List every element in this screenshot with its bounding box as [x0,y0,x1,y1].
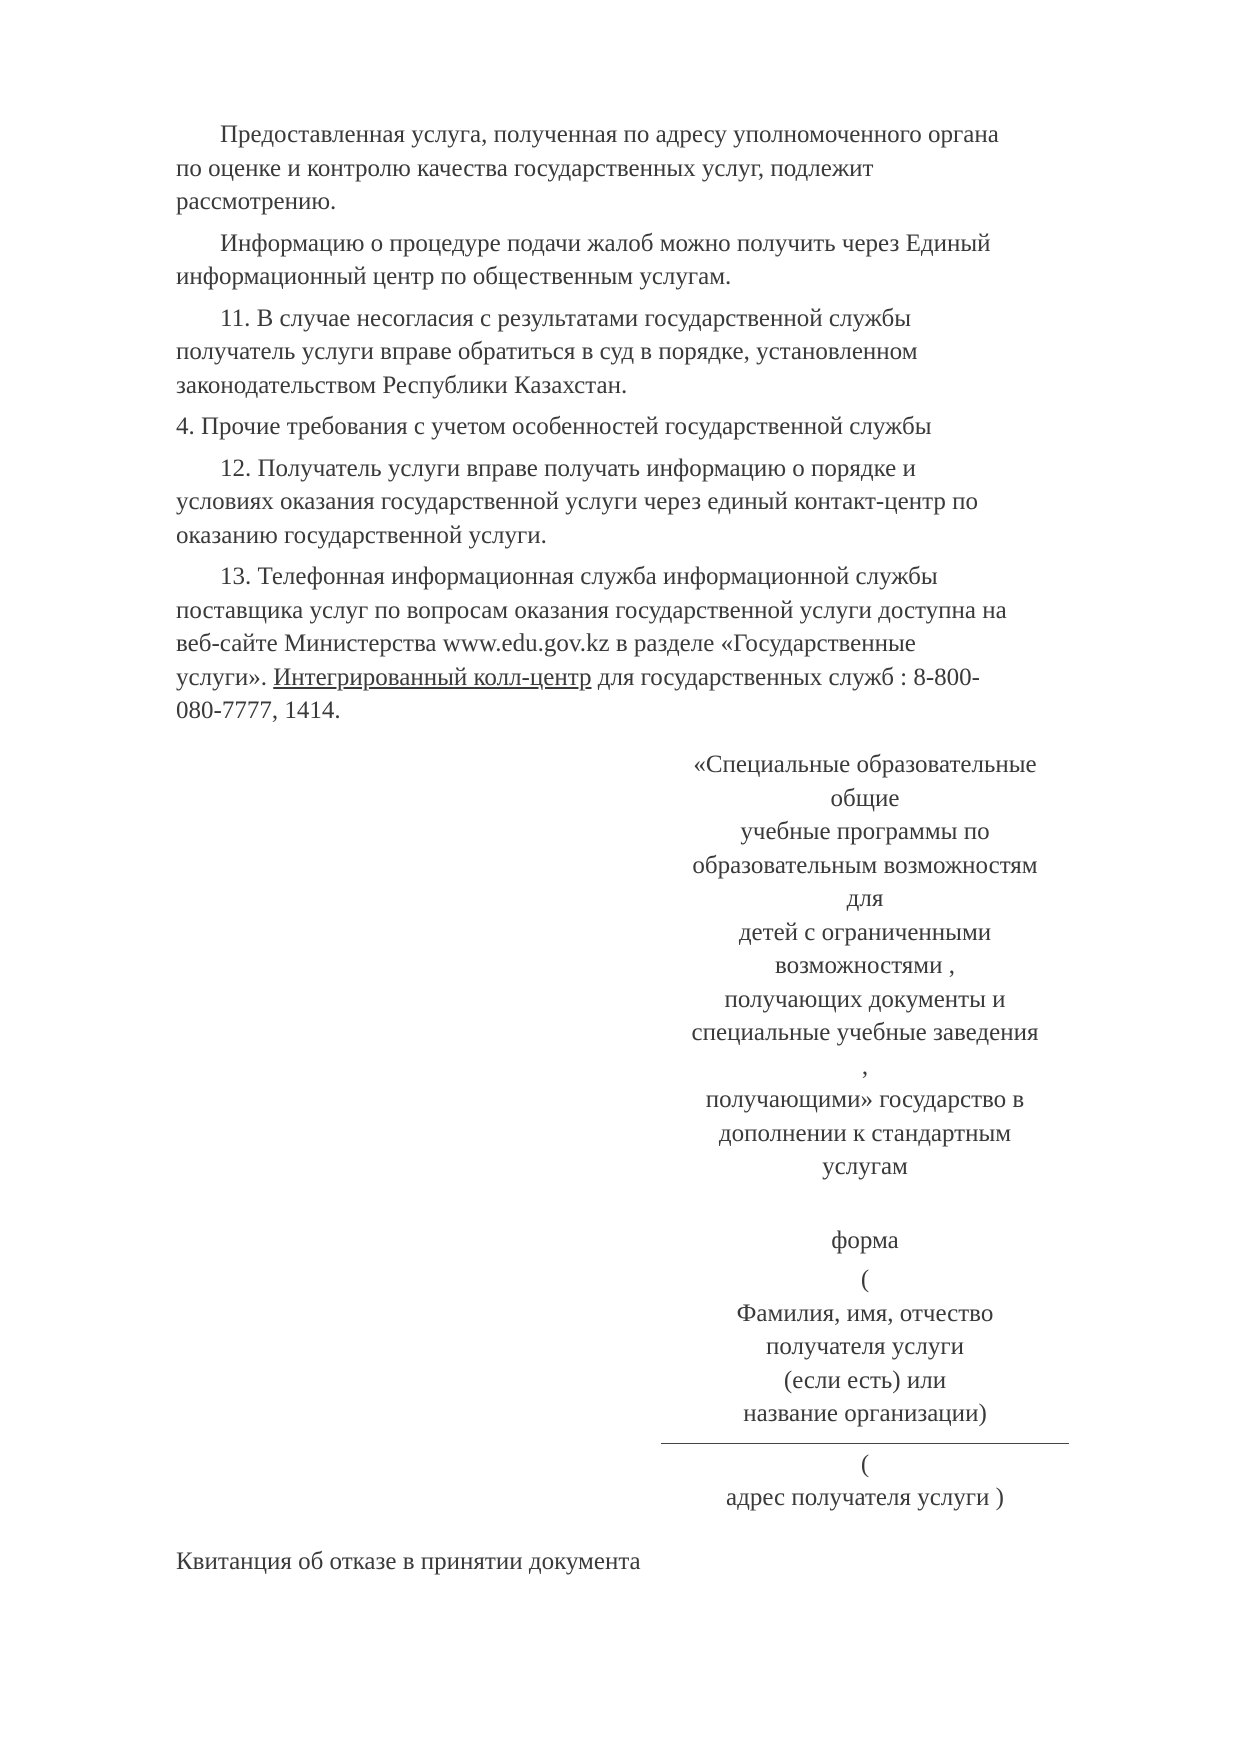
address-blank-line [661,1437,1069,1444]
recipient-name-line: название организации) [743,1400,987,1427]
form-label: форма [831,1226,899,1254]
paragraph-13-line: 13. Телефонная информационная служба информационной службы [220,563,938,590]
appendix-title-line: для [846,885,884,912]
appendix-title-line: специальные учебные заведения [691,1019,1039,1046]
recipient-address-line: ( [860,1450,870,1478]
paragraph-13 [176,560,1142,728]
paragraph-line: 4. Прочие требования с учетом особенностей государственной службы [176,413,932,440]
recipient-address-line: адрес получателя услуги ) [726,1484,1004,1511]
call-center-link[interactable]: Интегрированный колл-центр [273,663,592,691]
paragraph-13-line-4 [176,661,1142,695]
form-header-block [640,748,1090,1515]
appendix-title-line: образовательным возможностям [692,851,1038,879]
paragraph [176,227,1142,294]
main-text [176,118,1142,736]
recipient-name-line: (если есть) или [783,1366,947,1394]
paragraph [176,452,1142,553]
paragraph-line: Информацию о процедуре подачи жалоб можно получить через Единый [220,229,991,257]
appendix-title-line: общие [830,784,900,812]
paragraph-13-line: поставщика услуг по вопросам оказания государственной услуги доступна на [176,596,1007,624]
appendix-title-line: получающими» государство в [705,1086,1025,1113]
paragraph-line: 11. В случае несогласия с результатами государственной службы [220,304,912,332]
paragraph-line: законодательством Республики Казахстан. [176,371,628,399]
paragraph-13-line: веб-сайте Министерства www.edu.gov.kz в разделе «Государственные [176,630,916,657]
paragraph [176,302,1142,403]
appendix-title-line: , [861,1052,869,1080]
receipt-title: Квитанция об отказе в принятии документа [176,1548,641,1575]
recipient-name-line: получателя услуги [766,1333,964,1360]
paragraph-line: по оценке и контролю качества государственных услуг, подлежит [176,154,874,182]
paragraph-line: условиях оказания государственной услуги через единый контакт-центр по [176,488,978,515]
paragraph-line: Предоставленная услуга, полученная по адресу уполномоченного органа [220,121,999,148]
appendix-title-line: получающих документы и [724,985,1006,1013]
text-fragment: услуги». [176,663,274,691]
appendix-title [640,748,1090,1184]
recipient-address-caption [640,1448,1090,1515]
appendix-title-line: услугам [822,1153,908,1180]
paragraph [176,118,1142,219]
paragraph-line: информационный центр по общественным услугам. [176,263,732,290]
recipient-name-caption [640,1263,1090,1431]
recipient-name-line: ( [860,1266,870,1293]
appendix-title-line: дополнении к стандартным [718,1119,1012,1147]
text-fragment: для государственных служб : 8-800- [591,663,981,691]
paragraph-13-line: 080-7777, 1414. [176,697,341,724]
appendix-title-line: учебные программы по [740,818,990,845]
paragraph-line: оказанию государственной услуги. [176,521,547,549]
appendix-title-line: детей с ограниченными [738,918,992,946]
spacer [640,1184,1090,1224]
paragraph-line: получатель услуги вправе обратиться в суд в порядке, установленном [176,338,918,365]
appendix-title-line: возможностями , [774,952,956,979]
paragraph [176,410,1142,444]
paragraph-line: 12. Получатель услуги вправе получать информацию о порядке и [220,454,916,482]
recipient-name-line: Фамилия, имя, отчество [736,1299,994,1327]
appendix-title-line: «Специальные образовательные [693,751,1037,778]
paragraph-line: рассмотрению. [176,188,337,215]
